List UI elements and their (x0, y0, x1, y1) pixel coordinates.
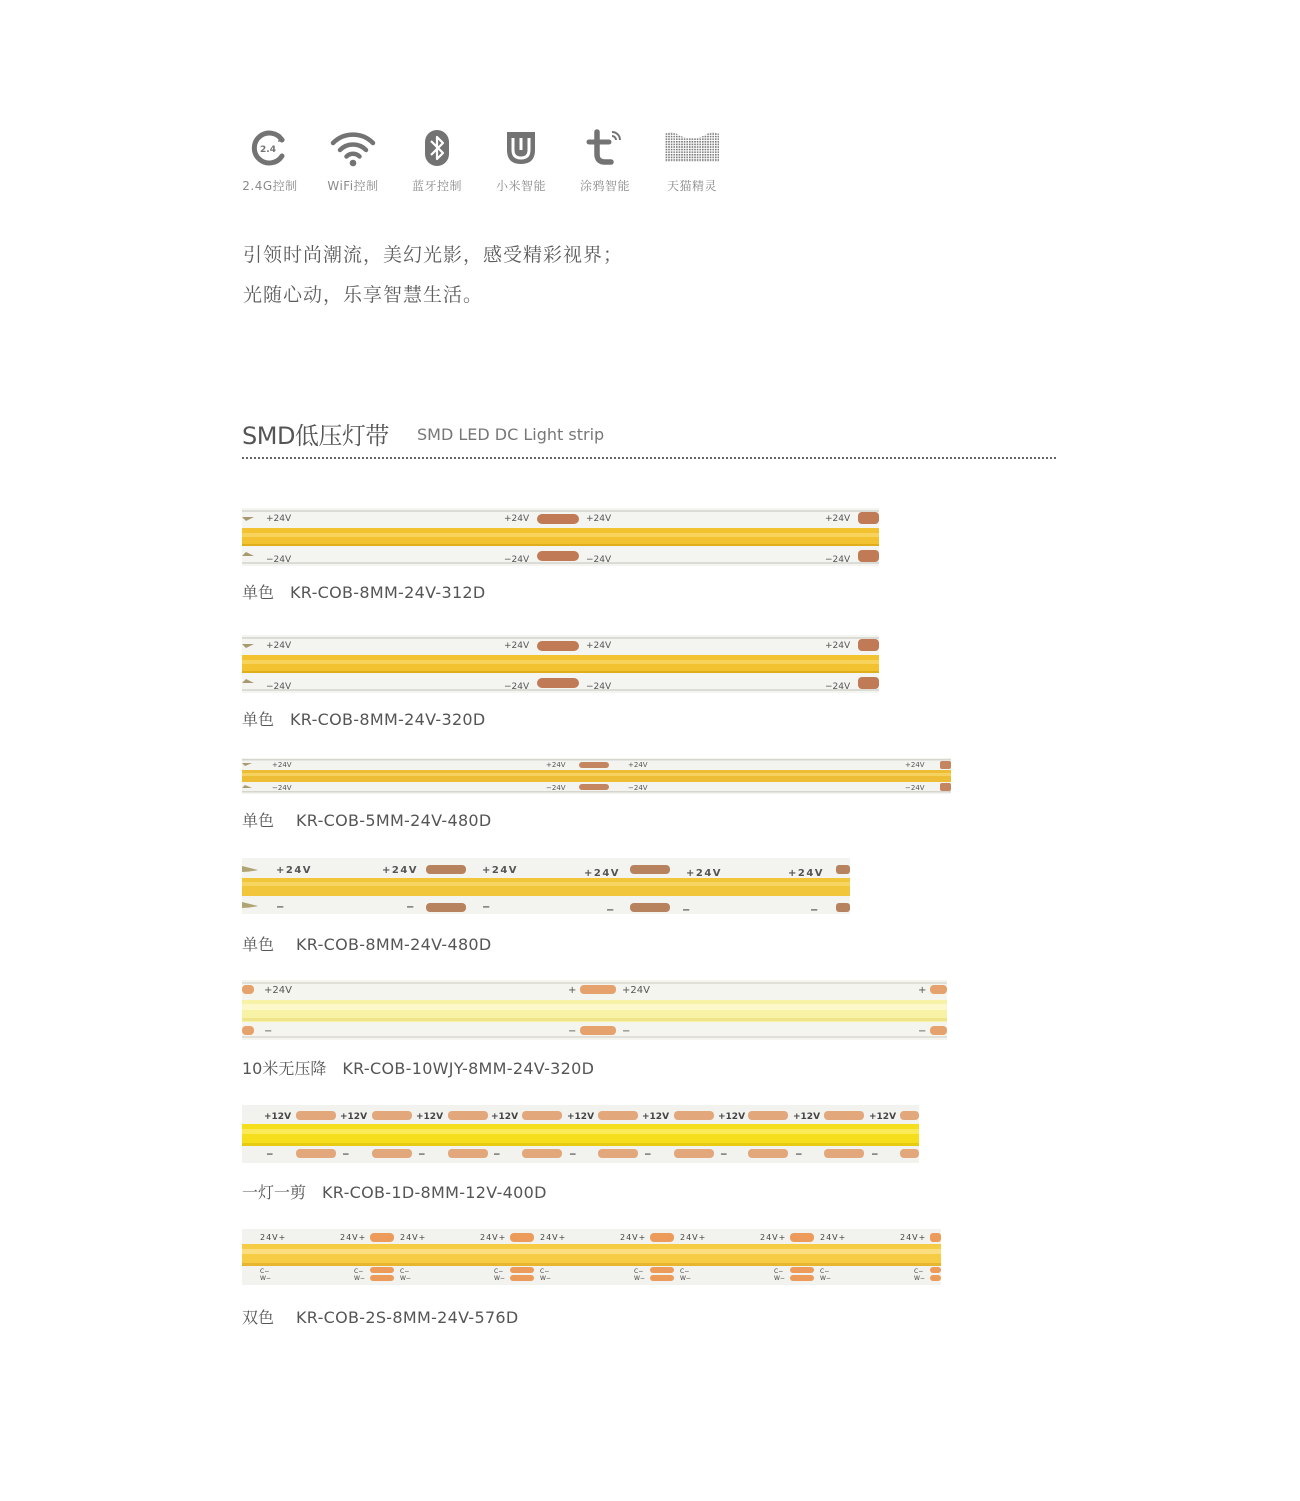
feature-label: 天猫精灵 (666, 179, 717, 193)
feature-tmall-genie (650, 128, 734, 194)
strip-minus-label: − (644, 1150, 652, 1160)
led-strip-image (242, 980, 947, 1040)
strip-minus-label: − (264, 1026, 273, 1037)
strip-plus-label: +12V (642, 1112, 670, 1122)
strip-minus-label: − (418, 1150, 426, 1160)
strip-plus-label: +24V (504, 641, 530, 651)
product-model: KR-COB-8MM-24V-312D (290, 583, 486, 602)
product-image-3 (242, 758, 951, 794)
strip-plus-label: +24V (628, 761, 648, 769)
2.4g-icon-glyph: 2.4 (260, 145, 276, 155)
strip-minus-label: − (682, 905, 692, 914)
strip-plus-label: 24V+ (340, 1233, 367, 1242)
product-image-6 (242, 1105, 919, 1163)
feature-label: 涂鸦智能 (579, 179, 630, 193)
strip-minus-label: C− (680, 1268, 690, 1275)
strip-minus-label: C− (540, 1268, 550, 1275)
strip-minus-label: W− (400, 1275, 411, 1282)
strip-minus-label: C− (400, 1268, 410, 1275)
strip-minus-label: − (266, 1150, 274, 1160)
strip-minus-label: C− (494, 1268, 504, 1275)
strip-minus-label: W− (820, 1275, 831, 1282)
product-caption-7 (242, 1305, 519, 1328)
product-model: KR-COB-8MM-24V-480D (296, 935, 492, 954)
strip-plus-label: +12V (793, 1112, 821, 1122)
strip-minus-label: −24V (905, 784, 925, 792)
product-model: KR-COB-8MM-24V-320D (290, 710, 486, 729)
product-category: 一灯一剪 (242, 1183, 307, 1202)
product-caption-6 (242, 1180, 547, 1203)
strip-plus-label: +24V (382, 865, 419, 876)
strip-plus-label: 24V+ (400, 1233, 427, 1242)
strip-plus-label: +24V (272, 761, 292, 769)
strip-plus-label: +12V (340, 1112, 368, 1122)
strip-plus-label: +24V (586, 641, 612, 651)
product-image-7 (242, 1229, 941, 1285)
product-image-2 (242, 635, 879, 693)
strip-plus-label: 24V+ (820, 1233, 847, 1242)
product-category: 单色 (242, 811, 275, 830)
strip-minus-label: −24V (504, 555, 530, 565)
strip-minus-label: C− (774, 1268, 784, 1275)
strip-minus-label: −24V (586, 682, 612, 692)
strip-plus-label: +24V (266, 514, 292, 524)
slogan-line-2: 光随心动，乐享智慧生活。 (243, 284, 484, 306)
strip-minus-label: W− (774, 1275, 785, 1282)
strip-minus-label: −24V (546, 784, 566, 792)
led-strip-image (242, 858, 850, 914)
strip-minus-label: − (406, 902, 416, 913)
feature-2.4g (228, 128, 312, 194)
strip-minus-label: C− (820, 1268, 830, 1275)
product-caption-1 (242, 580, 486, 603)
strip-minus-label: − (918, 1026, 927, 1037)
strip-minus-label: W− (634, 1275, 645, 1282)
xiaomi-icon (501, 128, 541, 168)
section-subtitle: SMD LED DC Light strip (417, 425, 605, 444)
svg-text:+: + (568, 985, 577, 996)
strip-minus-label: −24V (628, 784, 648, 792)
wifi-icon (330, 128, 376, 168)
strip-plus-label: +24V (276, 865, 313, 876)
strip-plus-label: 24V+ (680, 1233, 707, 1242)
strip-plus-label: 24V+ (540, 1233, 567, 1242)
strip-minus-label: − (622, 1026, 631, 1037)
strip-plus-label: 24V+ (760, 1233, 787, 1242)
strip-plus-label: +12V (718, 1112, 746, 1122)
feature-label: WiFi控制 (327, 179, 379, 193)
strip-plus-label: +12V (416, 1112, 444, 1122)
section-divider (242, 457, 1056, 459)
strip-plus-label: +24V (825, 514, 851, 524)
strip-minus-label: −24V (586, 555, 612, 565)
svg-text:+: + (918, 985, 927, 996)
strip-minus-label: C− (634, 1268, 644, 1275)
strip-minus-label: − (795, 1150, 803, 1160)
strip-plus-label: 24V+ (900, 1233, 927, 1242)
strip-minus-label: − (493, 1150, 501, 1160)
led-strip-image (242, 1229, 941, 1285)
2.4g-icon (248, 128, 292, 168)
feature-tuya (563, 128, 647, 194)
strip-minus-label: −24V (825, 555, 851, 565)
feature-label: 2.4G控制 (242, 179, 298, 193)
product-model: KR-COB-10WJY-8MM-24V-320D (342, 1059, 595, 1078)
strip-plus-label: +24V (546, 761, 566, 769)
feature-label: 蓝牙控制 (411, 179, 462, 193)
strip-plus-label: 24V+ (480, 1233, 507, 1242)
product-category: 单色 (242, 583, 275, 602)
product-model: KR-COB-2S-8MM-24V-576D (296, 1308, 519, 1327)
product-category: 双色 (242, 1308, 275, 1327)
strip-minus-label: − (276, 902, 286, 913)
feature-label: 小米智能 (495, 179, 546, 193)
led-strip-image (242, 1105, 919, 1163)
strip-plus-label: +24V (788, 868, 825, 879)
product-caption-3 (242, 808, 492, 831)
led-strip-image (242, 758, 951, 794)
strip-minus-label: C− (260, 1268, 270, 1275)
strip-minus-label: −24V (504, 682, 530, 692)
strip-minus-label: − (342, 1150, 350, 1160)
strip-plus-label: +24V (686, 868, 723, 879)
led-strip-image (242, 508, 879, 566)
strip-minus-label: − (810, 905, 820, 914)
slogan-line-1: 引领时尚潮流，美幻光影，感受精彩视界； (243, 244, 624, 266)
strip-plus-label: +24V (264, 985, 292, 996)
strip-minus-label: W− (494, 1275, 505, 1282)
strip-plus-label: +24V (905, 761, 925, 769)
strip-minus-label: −24V (266, 555, 292, 565)
strip-minus-label: − (482, 902, 492, 913)
strip-plus-label: +24V (482, 865, 519, 876)
strip-plus-label: +12V (567, 1112, 595, 1122)
strip-minus-label: W− (354, 1275, 365, 1282)
strip-plus-label: +12V (491, 1112, 519, 1122)
strip-minus-label: − (720, 1150, 728, 1160)
strip-plus-label: +24V (586, 514, 612, 524)
product-caption-4 (242, 932, 492, 955)
strip-plus-label: 24V+ (260, 1233, 287, 1242)
strip-plus-label: +24V (266, 641, 292, 651)
feature-wifi (311, 128, 395, 194)
product-category: 10米无压降 (242, 1059, 327, 1078)
product-caption-2 (242, 707, 486, 730)
strip-minus-label: −24V (272, 784, 292, 792)
strip-minus-label: −24V (825, 682, 851, 692)
section-title: SMD低压灯带 (242, 422, 389, 450)
product-image-5 (242, 980, 947, 1040)
led-strip-image (242, 635, 879, 693)
product-model: KR-COB-1D-8MM-12V-400D (322, 1183, 547, 1202)
product-image-1 (242, 508, 879, 566)
strip-minus-label: − (871, 1150, 879, 1160)
feature-bluetooth (395, 128, 479, 194)
bluetooth-icon (417, 128, 457, 168)
product-caption-5 (242, 1056, 594, 1079)
strip-minus-label: W− (680, 1275, 691, 1282)
strip-minus-label: − (568, 1026, 577, 1037)
strip-minus-label: − (606, 905, 616, 914)
tuya-icon (585, 128, 625, 168)
strip-plus-label: +12V (264, 1112, 292, 1122)
strip-plus-label: +12V (869, 1112, 897, 1122)
product-image-4 (242, 858, 850, 914)
product-category: 单色 (242, 935, 275, 954)
tmall-genie-icon (663, 128, 721, 168)
strip-minus-label: −24V (266, 682, 292, 692)
product-model: KR-COB-5MM-24V-480D (296, 811, 492, 830)
strip-minus-label: C− (354, 1268, 364, 1275)
strip-minus-label: W− (914, 1275, 925, 1282)
strip-minus-label: − (569, 1150, 577, 1160)
strip-minus-label: W− (540, 1275, 551, 1282)
strip-plus-label: +24V (825, 641, 851, 651)
strip-plus-label: +24V (504, 514, 530, 524)
strip-minus-label: C− (914, 1268, 924, 1275)
product-category: 单色 (242, 710, 275, 729)
feature-xiaomi (479, 128, 563, 194)
strip-plus-label: +24V (622, 985, 650, 996)
strip-minus-label: W− (260, 1275, 271, 1282)
strip-plus-label: +24V (584, 868, 621, 879)
strip-plus-label: 24V+ (620, 1233, 647, 1242)
